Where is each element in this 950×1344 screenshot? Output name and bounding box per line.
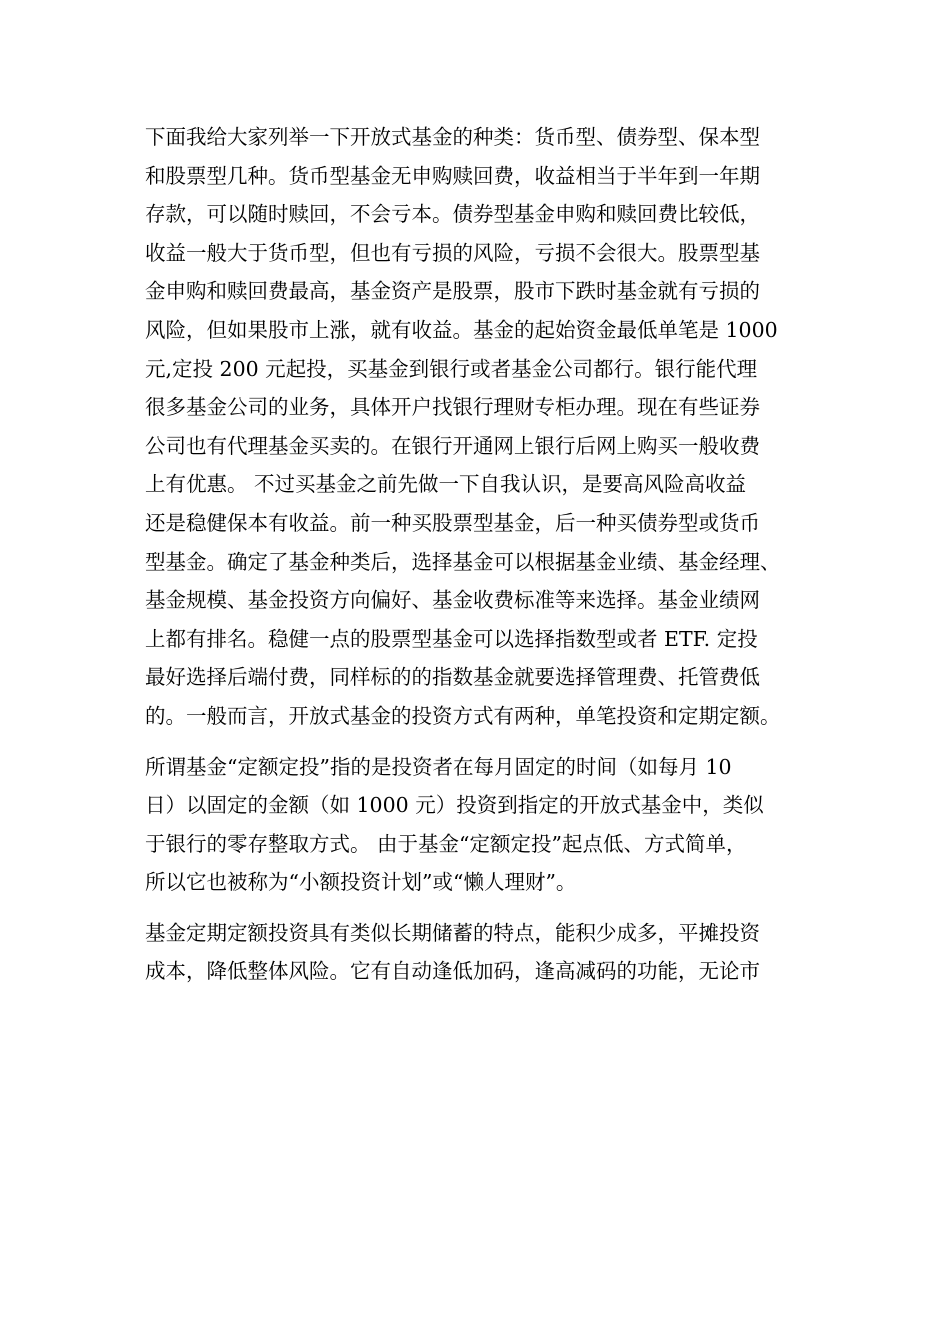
text-line: 公司也有代理基金买卖的。在银行开通网上银行后网上购买一般收费 xyxy=(145,433,760,458)
paragraph-investment-benefits xyxy=(145,914,810,991)
text-line: 型基金。确定了基金种类后，选择基金可以根据基金业绩、基金经理、 xyxy=(145,549,781,574)
text-line: 所以它也被称为“小额投资计划”或“懒人理财”。 xyxy=(145,870,577,895)
text-line: 日）以固定的金额（如 1000 元）投资到指定的开放式基金中，类似 xyxy=(145,793,764,818)
text-line: 成本，降低整体风险。它有自动逢低加码，逢高减码的功能，无论市 xyxy=(145,959,760,984)
text-line: 所谓基金“定额定投”指的是投资者在每月固定的时间（如每月 10 xyxy=(145,754,732,779)
paragraph-fund-types xyxy=(145,118,810,736)
text-line: 还是稳健保本有收益。前一种买股票型基金，后一种买债券型或货币 xyxy=(145,510,760,535)
paragraph-fixed-investment xyxy=(145,748,810,902)
text-line: 下面我给大家列举一下开放式基金的种类：货币型、债券型、保本型 xyxy=(145,125,760,149)
text-line: 收益一般大于货币型，但也有亏损的风险，亏损不会很大。股票型基 xyxy=(145,240,760,265)
text-line: 很多基金公司的业务，具体开户找银行理财专柜办理。现在有些证券 xyxy=(145,395,760,420)
document-body xyxy=(145,118,810,991)
text-line: 上都有排名。稳健一点的股票型基金可以选择指数型或者 ETF. 定投 xyxy=(145,626,758,651)
text-line: 最好选择后端付费，同样标的的指数基金就要选择管理费、托管费低 xyxy=(145,665,760,690)
text-line: 金申购和赎回费最高，基金资产是股票，股市下跌时基金就有亏损的 xyxy=(145,279,760,304)
text-line: 的。一般而言，开放式基金的投资方式有两种，单笔投资和定期定额。 xyxy=(145,703,781,728)
text-line: 于银行的零存整取方式。 由于基金“定额定投”起点低、方式简单， xyxy=(145,831,747,856)
text-line: 存款，可以随时赎回，不会亏本。债券型基金申购和赎回费比较低， xyxy=(145,202,760,227)
text-line: 基金规模、基金投资方向偏好、基金收费标准等来选择。基金业绩网 xyxy=(145,588,760,613)
text-line: 上有优惠。 不过买基金之前先做一下自我认识，是要高风险高收益 xyxy=(145,472,747,497)
text-line: 元,定投 200 元起投，买基金到银行或者基金公司都行。银行能代理 xyxy=(145,356,758,381)
text-line: 和股票型几种。货币型基金无申购赎回费，收益相当于半年到一年期 xyxy=(145,163,760,188)
text-line: 基金定期定额投资具有类似长期储蓄的特点，能积少成多，平摊投资 xyxy=(145,920,760,945)
text-line: 风险，但如果股市上涨，就有收益。基金的起始资金最低单笔是 1000 xyxy=(145,317,778,342)
